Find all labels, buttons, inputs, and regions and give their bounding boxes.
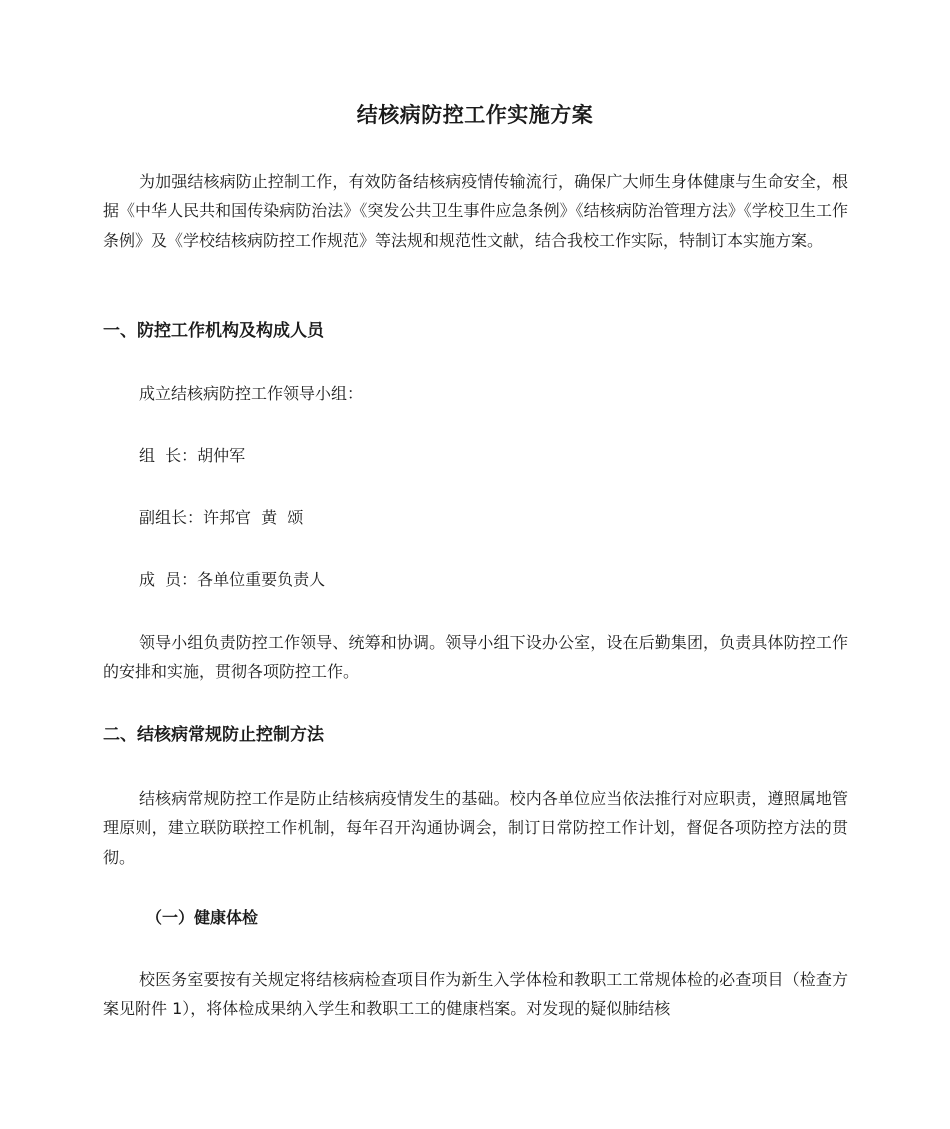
- intro-paragraph: 为加强结核病防止控制工作，有效防备结核病疫情传输流行，确保广大师生身体健康与生命安全，根据《中华人民共和国传染病防治法》《突发公共卫生事件应急条例》《结核病防治管理方法》《学校卫生工作条例》及《学校结核病防控工作规范》等法规和规范性文献，结合我校工作实际，特制订本实施方案。: [103, 172, 848, 250]
- subsection-1-heading: （一）健康体检: [146, 908, 259, 927]
- document-title: 结核病防控工作实施方案: [356, 103, 594, 127]
- section-1-heading: 一、防控工作机构及构成人员: [103, 321, 324, 341]
- section-1-paragraph: 领导小组负责防控工作领导、统筹和协调。领导小组下设办公室，设在后勤集团，负责具体防控工作的安排和实施，贯彻各项防控工作。: [103, 633, 848, 682]
- section-2-heading: 二、结核病常规防止控制方法: [103, 725, 324, 745]
- section-2-paragraph: 结核病常规防控工作是防止结核病疫情发生的基础。校内各单位应当依法推行对应职责，遵照属地管理原则，建立联防联控工作机制，每年召开沟通协调会，制订日常防控工作计划，督促各项防控方法的贯彻。: [103, 789, 848, 867]
- group-members-line: 成 员：各单位重要负责人: [139, 570, 326, 589]
- group-intro-line: 成立结核病防控工作领导小组：: [139, 384, 364, 403]
- subsection-1-paragraph: 校医务室要按有关规定将结核病检查项目作为新生入学体检和教职工工常规体检的必查项目（检查方案见附件 1），将体检成果纳入学生和教职工工的健康档案。对发现的疑似肺结核: [103, 970, 848, 1019]
- group-deputy-line: 副组长：许邦官 黄 颂: [139, 508, 304, 527]
- group-leader-line: 组 长：胡仲军: [139, 446, 246, 465]
